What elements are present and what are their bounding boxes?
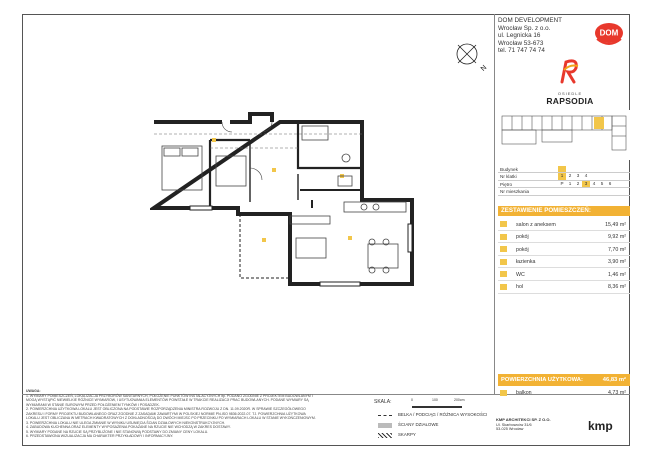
room-row bbox=[498, 231, 630, 244]
room-name: łazienka bbox=[516, 259, 536, 266]
legend-label: BELKA / PODCIĄG / RÓŻNICA WYSOKOŚCI bbox=[398, 412, 488, 417]
floor-row bbox=[498, 181, 630, 188]
scale-tick: 100 bbox=[432, 398, 438, 402]
floor-cell: 1 bbox=[568, 180, 572, 186]
room-swatch bbox=[500, 246, 507, 252]
scale-tick: 0 bbox=[411, 398, 413, 402]
apartment-row bbox=[498, 188, 630, 195]
north-compass-icon bbox=[451, 38, 489, 76]
note-line: 6. PRZEDSTAWIONA WIZUALIZACJA MA CHARAKTER PRZYKŁADOWY I INFORMACYJNY. bbox=[26, 434, 174, 438]
floor-plan bbox=[150, 104, 420, 304]
company-line: ul. Legnicka 16 bbox=[498, 32, 541, 40]
legend-swatch-hatched bbox=[378, 433, 392, 438]
architect-name: KMP ARCHITEKCI SP. Z O.O. bbox=[496, 417, 551, 422]
room-name: hol bbox=[516, 284, 524, 291]
cage-cell: 4 bbox=[584, 173, 588, 179]
scale-graphic bbox=[412, 406, 462, 408]
usable-area-label: POWIERZCHNIA UŻYTKOWA: bbox=[501, 377, 583, 383]
room-row bbox=[498, 256, 630, 269]
room-area: 1,46 m² bbox=[608, 271, 626, 278]
estate-name: RAPSODIA bbox=[546, 96, 594, 106]
room-marker bbox=[212, 138, 216, 142]
room-marker bbox=[348, 236, 352, 240]
room-row bbox=[498, 268, 630, 281]
building-key-plan bbox=[498, 110, 630, 160]
room-area: 3,90 m² bbox=[608, 259, 626, 266]
building-row bbox=[498, 166, 630, 173]
estate-prefix: OSIEDLE bbox=[557, 91, 583, 96]
room-marker bbox=[262, 238, 266, 242]
usable-area-bar bbox=[498, 374, 630, 386]
floor-cell: P bbox=[560, 180, 564, 186]
legend-item bbox=[378, 432, 487, 442]
floor-label: Piętro bbox=[500, 181, 513, 187]
balcony-area: 4,73 m² bbox=[608, 390, 626, 396]
architect-line: 53-025 Wrocław bbox=[496, 427, 524, 432]
cage-cell: 2 bbox=[568, 173, 572, 179]
scale-label: SKALA: bbox=[374, 399, 392, 405]
dom-logo-text: DOM bbox=[599, 28, 619, 38]
building-cell bbox=[558, 166, 566, 172]
legend-label: ŚCIANY DZIAŁOWE bbox=[398, 422, 439, 427]
compass-letter: N bbox=[479, 64, 489, 73]
usable-area-value: 46,83 m² bbox=[602, 377, 626, 383]
room-row bbox=[498, 281, 630, 294]
rooms-title: ZESTAWIENIE POMIESZCZEŃ: bbox=[498, 206, 630, 216]
note-line: WYMIARAMI W STANIE SUROWYM PRZED POŁOŻENIEM TYNKÓW I POSADZEK. bbox=[26, 402, 160, 407]
floor-cell: 2 bbox=[576, 180, 580, 186]
room-area: 8,36 m² bbox=[608, 284, 626, 291]
kmp-logo bbox=[586, 418, 626, 432]
company-line: tel. 71 747 74 74 bbox=[498, 47, 545, 55]
kmp-logo-text: kmp bbox=[588, 419, 613, 432]
cage-cell: 3 bbox=[576, 173, 580, 179]
cage-label: Nr klatki bbox=[500, 174, 517, 180]
room-name: pokój bbox=[516, 234, 529, 241]
room-swatch bbox=[500, 259, 507, 265]
balcony-swatch bbox=[500, 390, 507, 396]
room-name: salon z aneksem bbox=[516, 221, 556, 228]
legend-item bbox=[378, 412, 487, 422]
legend-swatch-dashed bbox=[378, 415, 392, 416]
column-separator bbox=[494, 14, 495, 394]
legend-label: SKARPY bbox=[398, 432, 416, 437]
company-line: Wrocław Sp. z o.o. bbox=[498, 24, 551, 32]
apartment-label: Nr mieszkania bbox=[500, 189, 530, 195]
architect-line: Ul. Skarbowców 31/6 bbox=[496, 422, 532, 427]
room-swatch bbox=[500, 234, 507, 240]
cage-row bbox=[498, 173, 630, 180]
rooms-table bbox=[498, 218, 630, 294]
floor-cell: 6 bbox=[608, 180, 612, 186]
company-address bbox=[498, 17, 562, 55]
company-line: Wrocław 53-673 bbox=[498, 39, 544, 47]
room-area: 7,70 m² bbox=[608, 246, 626, 253]
room-swatch bbox=[500, 271, 507, 277]
legend-item bbox=[378, 422, 487, 432]
location-info bbox=[498, 166, 630, 196]
room-marker bbox=[272, 168, 276, 172]
rapsodia-r-icon bbox=[558, 58, 582, 84]
note-line: ZAKRESU I FORMY PROJEKTU BUDOWLANEGO ORAZ ZGODNIE Z ZASADAMI ZAWARTYMI W POLSKIEJ NORMIE PN-ISO 9836:2022-07. TJ. POWIERZCHNIA UŻYTKOWA bbox=[26, 411, 306, 416]
note-line: 3. POWIERZCHNIA LOKALU NIE ULEGA ZMIANIE W WYNIKU USUNIĘCIA ŚCIAN DZIAŁOWYCH NIEKONSTRUKCYJNYCH. bbox=[26, 420, 226, 425]
cage-cell: 1 bbox=[558, 173, 566, 179]
note-line: 4. ZABUDOWA KUCHENNA ORAZ ELEMENTY WYPOSAŻENIA POKAZANE NA RZUCIE NIE WCHODZĄ W ZAKRES DOSTAWY. bbox=[26, 425, 231, 429]
floor-cell: 3 bbox=[582, 181, 590, 187]
balcony-row bbox=[498, 388, 630, 398]
notes-block bbox=[26, 389, 366, 439]
note-line: MOGĄ WYSTĄPIĆ NIEWIELKIE RÓŻNICE WYMIAROW, I USYTUOWANIA ELEMENTÓW POWSTAŁE W TRAKCIE REALIZACJI PRAC BUDOWLANYCH. PODANE WYMIARY SĄ bbox=[26, 398, 309, 402]
scale-tick: 200cm bbox=[454, 398, 465, 402]
notes-title: UWAGA: bbox=[26, 389, 41, 393]
scale-bar bbox=[374, 398, 474, 412]
room-area: 15,49 m² bbox=[605, 221, 626, 228]
room-row bbox=[498, 243, 630, 256]
note-line: 5. WYMIARY PODANE NA RZUCIE SĄ PRZYBLIŻONE I NIE STANOWIĄ PODSTAWY DO ZMIANY CENY LOKALU. bbox=[26, 429, 209, 434]
dom-logo bbox=[592, 22, 626, 46]
floor-cell: 5 bbox=[600, 180, 604, 186]
room-area: 9,92 m² bbox=[608, 234, 626, 241]
room-swatch bbox=[500, 284, 507, 290]
note-line: 2. POWIERZCHNIA UŻYTKOWA LOKALU JEST OBLICZONA NA PODSTAWIE ROZPORZĄDZENIA MINISTRA ROZWOJU Z DN. 11.09.2020R. W SPRAWIE SZCZEGÓŁOWEGO bbox=[26, 407, 306, 411]
note-line: LOKALU JEST OBLICZANA W METRACH KWADRATOWYCH Z DOKŁADNOŚCIĄ DO DWÓCH MIEJSC PO PRZECINKU PO WYMIARACH LOKALU W STANIE WYKOŃCZENIOWYM. bbox=[26, 416, 316, 420]
estate-logo bbox=[540, 58, 600, 108]
legend bbox=[378, 412, 487, 442]
room-name: pokój bbox=[516, 246, 529, 253]
selected-apartment-marker bbox=[594, 117, 604, 129]
note-line: 1. WYMIARY POMIESZCZEŃ, LOKALIZACJA PRZYBORÓW SANITARNYCH, POŁOŻENIE PUNKTÓW INSTALACYJNYCH itp. PODANO ZGODNIE Z PROJEKTEM BUDOWLANYM I bbox=[26, 393, 313, 398]
room-row bbox=[498, 218, 630, 231]
architect-block bbox=[496, 418, 551, 432]
balcony-name: balkon bbox=[516, 390, 532, 396]
building-label: Budynek bbox=[500, 167, 518, 172]
room-name: WC bbox=[516, 271, 525, 278]
room-swatch bbox=[500, 221, 507, 227]
legend-swatch-grey bbox=[378, 423, 392, 428]
company-line: DOM DEVELOPMENT bbox=[498, 17, 563, 24]
floor-cell: 4 bbox=[592, 180, 596, 186]
